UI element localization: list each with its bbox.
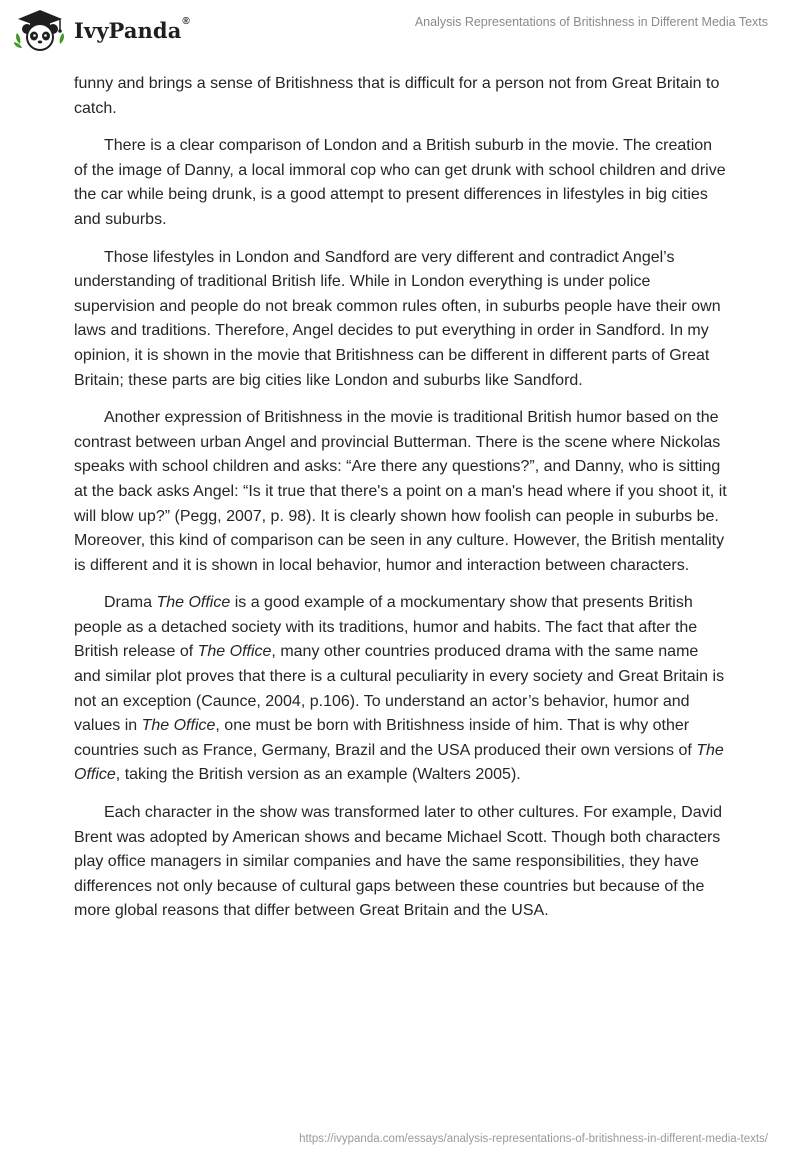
paragraph-text: Those lifestyles in London and Sandford are very different and contradict Angel’s understanding of traditional British life. While in London everything is under police supervision and people do not break common rules often, in suburbs people have their own laws and traditions. Therefore, Angel decides to put everything in order in Sandford. In my opinion, it is shown in the movie that Britishness can be different in different parts of Great Britain; these parts are big cities like London and suburbs like Sandford. (74, 248, 721, 389)
paragraph-text: Each character in the show was transformed later to other cultures. For example, David Brent was adopted by American shows and became Michael Scott. Though both characters play office managers in similar companies and have the same responsibilities, they have differences not only because of cultural gaps between these countries but because of the more global reasons that differ between Great Britain and the USA. (74, 804, 723, 920)
logo-wordmark-text: IvyPanda (74, 17, 182, 43)
panda-graduation-cap-logo-icon (14, 8, 66, 52)
logo-wordmark (74, 15, 190, 43)
source-url[interactable]: https://ivypanda.com/essays/analysis-representations-of-britishness-in-different-media-texts/ (299, 1133, 768, 1145)
body-paragraph (74, 591, 728, 788)
body-paragraph (74, 72, 728, 121)
document-running-title: Analysis Representations of Britishness in Different Media Texts (414, 15, 768, 29)
body-paragraph (74, 246, 728, 394)
paragraph-text: Another expression of Britishness in the movie is traditional British humor based on the contrast between urban Angel and provincial Butterman. There is the scene where Nickolas speaks with school children and asks: “Are there any questions?”, and Danny, who is sitting at the back asks Angel: “Is it true that there's a point on a man's head where if you shoot it, it will blow up?” (Pegg, 2007, p. 98). It is clearly shown how foolish can people in suburbs be. Moreover, this kind of comparison can be seen in any culture. However, the British mentality is different and it is shown in local behavior, humor and interaction between characters. (74, 409, 727, 574)
body-paragraph (74, 134, 728, 232)
registered-mark: ® (182, 15, 190, 27)
paragraph-text: , many other countries produced drama with the same name and similar plot proves that there is a cultural peculiarity in every society and Great Britain is not an exception (Caunce, 2004, p.106). To understand an actor’s behavior, humor and values in (74, 643, 725, 735)
paragraph-text: There is a clear comparison of London and a British suburb in the movie. The creation of the image of Danny, a local immoral cop who can get drunk with school children and drive the car while being drunk, is a good attempt to present differences in lifestyles in big cities and suburbs. (74, 137, 726, 228)
italic-title: The Office (197, 643, 272, 661)
body-paragraph (74, 406, 728, 578)
page-header (0, 0, 800, 60)
ivypanda-logo[interactable] (14, 8, 190, 52)
essay-body (74, 72, 728, 937)
paragraph-text: funny and brings a sense of Britishness that is difficult for a person not from Great Britain to catch. (74, 75, 720, 117)
body-paragraph (74, 801, 728, 924)
italic-title: The Office (141, 717, 216, 735)
paragraph-text: , one must be born with Britishness inside of him. That is why other countries such as France, Germany, Brazil and the USA produced their own versions of (74, 717, 697, 759)
paragraph-text: is a good example of a mockumentary show that presents British people as a detached society with its traditions, humor and habits. The fact that after the British release of (74, 594, 698, 661)
italic-title: The Office (156, 594, 231, 612)
italic-title: The Office (74, 741, 724, 784)
paragraph-text: Drama (104, 594, 157, 612)
paragraph-text: , taking the British version as an example (Walters 2005). (115, 766, 521, 784)
